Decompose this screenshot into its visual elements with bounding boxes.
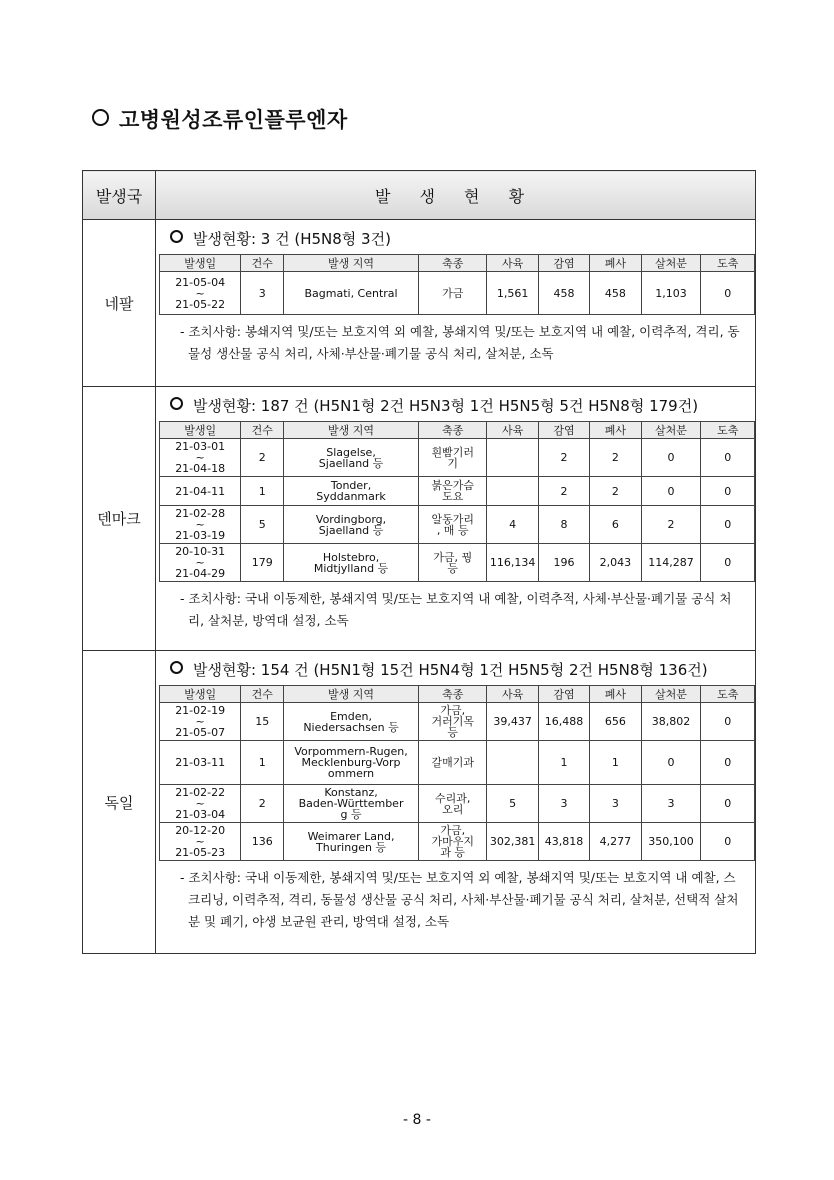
cell-slaughtered: 0 <box>701 272 755 315</box>
country-status <box>156 651 756 954</box>
column-header: 도축 <box>701 686 755 703</box>
table-row <box>160 823 755 861</box>
cell-region <box>284 741 419 785</box>
cell-date <box>160 477 241 506</box>
cell-species <box>418 272 486 315</box>
cell-raised <box>487 477 538 506</box>
cell-line: Vorpommern-Rugen, <box>294 745 408 758</box>
cell-line: Thuringen 등 <box>316 840 387 854</box>
case-table <box>159 421 755 582</box>
cell-slaughtered: 0 <box>701 477 755 506</box>
column-header: 사육 <box>487 686 538 703</box>
cell-dead: 1 <box>590 741 641 785</box>
cell-line: 가금 <box>442 286 464 300</box>
country-section <box>83 651 756 954</box>
cell-count: 136 <box>241 823 284 861</box>
page-title-text: 고병원성조류인플루엔자 <box>119 108 348 132</box>
cell-line: 21-04-18 <box>175 462 226 475</box>
cell-dead: 2 <box>590 477 641 506</box>
cell-culled: 1,103 <box>641 272 701 315</box>
cell-line: 수리과, <box>435 791 471 805</box>
country-name: 네팔 <box>83 220 156 387</box>
outbreak-table-header <box>83 171 756 220</box>
column-header: 감염 <box>538 686 589 703</box>
cell-line: 기 <box>447 456 459 470</box>
country-status <box>156 387 756 651</box>
cell-region <box>284 506 419 544</box>
cell-line: Mecklenburg-Vorp <box>301 756 401 769</box>
column-header: 발생 지역 <box>284 255 419 272</box>
cell-line: 21-03-11 <box>175 756 226 769</box>
cell-slaughtered: 0 <box>701 703 755 741</box>
cell-infected: 3 <box>538 785 589 823</box>
cell-line: Midtjylland 등 <box>313 561 389 575</box>
cell-line: 21-03-19 <box>175 529 226 542</box>
case-table-header <box>160 686 755 703</box>
column-header: 건수 <box>241 255 284 272</box>
cell-line: 21-05-07 <box>175 726 226 739</box>
cell-line: Tonder, <box>330 479 372 492</box>
cell-count: 179 <box>241 544 284 582</box>
cell-count: 2 <box>241 785 284 823</box>
column-header: 발생일 <box>160 255 241 272</box>
column-header: 사육 <box>487 422 538 439</box>
cell-line: Sjaelland 등 <box>318 456 384 470</box>
cell-line: 가금, <box>440 704 466 717</box>
table-row <box>160 272 755 315</box>
cell-line: 21-04-11 <box>175 484 226 498</box>
page-title <box>92 104 348 134</box>
cell-culled: 2 <box>641 506 701 544</box>
column-header: 살처분 <box>641 686 701 703</box>
cell-line: ~ <box>195 556 205 569</box>
column-header: 사육 <box>487 255 538 272</box>
cell-species <box>418 544 486 582</box>
column-header: 발생 지역 <box>284 686 419 703</box>
table-row <box>160 544 755 582</box>
cell-line: Slagelse, <box>326 445 376 459</box>
summary-text: 발생현황: 3 건 (H5N8형 3건) <box>193 230 391 248</box>
table-row <box>160 785 755 823</box>
cell-species <box>418 823 486 861</box>
cell-count: 5 <box>241 506 284 544</box>
cell-line: 21-05-22 <box>175 297 226 311</box>
cell-line: 가마우지 <box>431 835 474 848</box>
cell-region <box>284 823 419 861</box>
country-status <box>156 220 756 387</box>
cell-raised: 302,381 <box>487 823 538 861</box>
cell-line: 21-02-19 <box>175 704 226 717</box>
cell-species <box>418 477 486 506</box>
table-row <box>160 439 755 477</box>
cell-culled: 3 <box>641 785 701 823</box>
cell-raised <box>487 741 538 785</box>
cell-line: Niedersachsen 등 <box>303 720 399 734</box>
cell-species <box>418 506 486 544</box>
cell-culled: 114,287 <box>641 544 701 582</box>
country-name: 덴마크 <box>83 387 156 651</box>
cell-line: ~ <box>195 286 205 300</box>
column-header: 도축 <box>701 255 755 272</box>
cell-slaughtered: 0 <box>701 506 755 544</box>
cell-slaughtered: 0 <box>701 785 755 823</box>
column-header: 발생 지역 <box>284 422 419 439</box>
cell-line: 등 <box>447 561 459 575</box>
cell-line: Syddanmark <box>316 490 386 503</box>
cell-infected: 1 <box>538 741 589 785</box>
cell-line: 20-10-31 <box>175 545 226 558</box>
hollow-circle-bullet-icon <box>92 109 109 126</box>
cell-slaughtered: 0 <box>701 544 755 582</box>
hollow-circle-bullet-icon <box>170 230 183 243</box>
cell-infected: 196 <box>538 544 589 582</box>
table-row <box>160 741 755 785</box>
cell-line: 등 <box>447 726 459 739</box>
cell-raised: 1,561 <box>487 272 538 315</box>
column-header: 축종 <box>418 255 486 272</box>
cell-dead: 6 <box>590 506 641 544</box>
header-country: 발생국 <box>83 171 156 220</box>
cell-line: Emden, <box>330 709 372 723</box>
country-section <box>83 220 756 387</box>
cell-line: 도요 <box>442 490 464 503</box>
cell-line: ~ <box>195 451 205 464</box>
cell-raised: 5 <box>487 785 538 823</box>
table-row <box>160 703 755 741</box>
cell-region <box>284 544 419 582</box>
cell-line: 알동가리 <box>431 512 474 526</box>
column-header: 감염 <box>538 422 589 439</box>
column-header: 축종 <box>418 686 486 703</box>
cell-date <box>160 703 241 741</box>
cell-count: 15 <box>241 703 284 741</box>
cell-infected: 458 <box>538 272 589 315</box>
country-name: 독일 <box>83 651 156 954</box>
cell-line: 20-12-20 <box>175 824 226 837</box>
cell-culled: 350,100 <box>641 823 701 861</box>
cell-line: 21-03-01 <box>175 440 226 453</box>
column-header: 살처분 <box>641 255 701 272</box>
cell-region <box>284 272 419 315</box>
cell-culled: 0 <box>641 439 701 477</box>
hollow-circle-bullet-icon <box>170 397 183 410</box>
column-header: 도축 <box>701 422 755 439</box>
cell-dead: 656 <box>590 703 641 741</box>
cell-line: 21-02-22 <box>175 786 226 799</box>
cell-line: 21-05-04 <box>175 275 226 289</box>
cell-infected: 43,818 <box>538 823 589 861</box>
cell-slaughtered: 0 <box>701 823 755 861</box>
cell-date <box>160 544 241 582</box>
cell-count: 1 <box>241 477 284 506</box>
cell-line: ~ <box>195 835 205 848</box>
table-row <box>160 506 755 544</box>
cell-line: ~ <box>195 797 205 810</box>
column-header: 폐사 <box>590 686 641 703</box>
cell-line: 가금, <box>440 824 466 837</box>
column-header: 살처분 <box>641 422 701 439</box>
summary <box>156 220 755 254</box>
column-header: 폐사 <box>590 255 641 272</box>
cell-dead: 3 <box>590 785 641 823</box>
cell-dead: 2,043 <box>590 544 641 582</box>
summary-text: 발생현황: 187 건 (H5N1형 2건 H5N3형 1건 H5N5형 5건 H5N8형 179건) <box>193 397 699 415</box>
cell-species <box>418 741 486 785</box>
cell-raised <box>487 439 538 477</box>
cell-line: ommern <box>327 767 375 780</box>
column-header: 건수 <box>241 422 284 439</box>
cell-date <box>160 741 241 785</box>
case-table <box>159 254 755 315</box>
country-section <box>83 387 756 651</box>
cell-line: ~ <box>195 518 205 531</box>
cell-infected: 2 <box>538 477 589 506</box>
action-measures: - 조치사항: 봉쇄지역 및/또는 보호지역 외 예찰, 봉쇄지역 및/또는 보호지역 내 예찰, 이력추적, 격리, 동물성 생산물 공식 처리, 사체·부산물·폐기물 공식 처리, 살처분, 소독 <box>180 324 740 361</box>
cell-line: 붉은가슴 <box>431 479 474 492</box>
cell-region <box>284 477 419 506</box>
case-table-header <box>160 422 755 439</box>
header-status: 발 생 현 황 <box>156 171 756 220</box>
cell-infected: 16,488 <box>538 703 589 741</box>
column-header: 축종 <box>418 422 486 439</box>
column-header: 감염 <box>538 255 589 272</box>
summary <box>156 651 755 685</box>
cell-count: 3 <box>241 272 284 315</box>
cell-line: Baden-Württember <box>298 797 404 810</box>
column-header: 폐사 <box>590 422 641 439</box>
cell-line: Vordingborg, <box>315 512 387 526</box>
cell-region <box>284 439 419 477</box>
cell-line: 가금, 꿩 <box>433 550 473 564</box>
cell-culled: 0 <box>641 741 701 785</box>
cell-count: 1 <box>241 741 284 785</box>
cell-infected: 8 <box>538 506 589 544</box>
cell-line: 21-02-28 <box>175 507 226 520</box>
cell-date <box>160 506 241 544</box>
cell-region <box>284 785 419 823</box>
action-measures: - 조치사항: 국내 이동제한, 봉쇄지역 및/또는 보호지역 내 예찰, 이력추적, 사체·부산물·폐기물 공식 처리, 살처분, 방역대 설정, 소독 <box>180 591 732 628</box>
cell-line: 오리 <box>442 802 464 816</box>
cell-culled: 0 <box>641 477 701 506</box>
cell-date <box>160 785 241 823</box>
cell-count: 2 <box>241 439 284 477</box>
cell-slaughtered: 0 <box>701 439 755 477</box>
cell-infected: 2 <box>538 439 589 477</box>
cell-slaughtered: 0 <box>701 741 755 785</box>
summary-text: 발생현황: 154 건 (H5N1형 15건 H5N4형 1건 H5N5형 2건 H5N8형 136건) <box>193 661 708 679</box>
cell-line: 흰빰기러 <box>431 445 474 459</box>
column-header: 발생일 <box>160 422 241 439</box>
cell-line: 21-05-23 <box>175 846 226 859</box>
cell-date <box>160 823 241 861</box>
cell-dead: 2 <box>590 439 641 477</box>
cell-line: 21-04-29 <box>175 567 226 580</box>
cell-line: 거러기목 <box>431 715 474 728</box>
cell-species <box>418 703 486 741</box>
cell-dead: 458 <box>590 272 641 315</box>
cell-species <box>418 439 486 477</box>
cell-line: Holstebro, <box>322 550 380 564</box>
cell-raised: 39,437 <box>487 703 538 741</box>
summary <box>156 387 755 421</box>
cell-line: 과 등 <box>440 846 466 859</box>
cell-line: g 등 <box>340 808 362 821</box>
cell-line: Sjaelland 등 <box>318 523 384 537</box>
cell-line: Konstanz, <box>324 786 378 799</box>
cell-line: Weimarer Land, <box>307 829 395 843</box>
case-table <box>159 685 755 861</box>
cell-raised: 4 <box>487 506 538 544</box>
column-header: 건수 <box>241 686 284 703</box>
table-row <box>160 477 755 506</box>
outbreak-table <box>82 170 756 954</box>
cell-region <box>284 703 419 741</box>
case-table-header <box>160 255 755 272</box>
action-measures: - 조치사항: 국내 이동제한, 봉쇄지역 및/또는 보호지역 외 예찰, 봉쇄지역 및/또는 보호지역 내 예찰, 스크리닝, 이력추적, 격리, 동물성 생산물 공식 처리, 사체·부산물·폐기물 공식 처리, 살처분, 선택적 살처분 및 폐기, 야생 보균원 관리, 방역대 설정, 소독 <box>180 870 739 929</box>
hollow-circle-bullet-icon <box>170 661 183 674</box>
cell-line: , 매 등 <box>436 523 469 537</box>
cell-line: Bagmati, Central <box>304 286 398 300</box>
cell-line: 21-03-04 <box>175 808 226 821</box>
cell-culled: 38,802 <box>641 703 701 741</box>
cell-raised: 116,134 <box>487 544 538 582</box>
cell-species <box>418 785 486 823</box>
cell-date <box>160 272 241 315</box>
cell-line: ~ <box>195 715 205 728</box>
page-number: - 8 - <box>403 1112 431 1128</box>
column-header: 발생일 <box>160 686 241 703</box>
cell-line: 갈매기과 <box>431 756 474 769</box>
cell-date <box>160 439 241 477</box>
cell-dead: 4,277 <box>590 823 641 861</box>
